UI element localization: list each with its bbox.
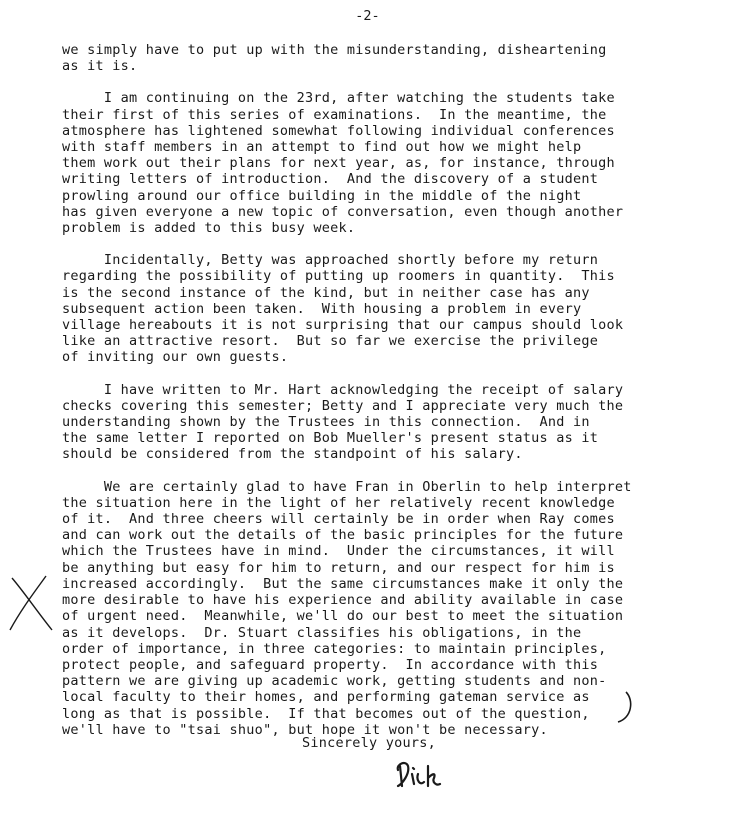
handwritten-signature [392, 756, 472, 796]
margin-x-mark [6, 572, 56, 634]
paragraph-roomers: Incidentally, Betty was approached shortly before my return regarding the possibility of putting up roomers in quantity. This is the second instance of the kind, but in neither case has any subsequent action been taken. With housing a problem in every village hereabouts it is not surprising that our campus should look like an attractive resort. But so far we exercise the privilege of inviting our own guests. [62, 252, 624, 366]
bracket-mark [612, 688, 642, 728]
page-number: -2- [355, 8, 380, 24]
letter-body [62, 42, 702, 738]
closing-salutation: Sincerely yours, [302, 735, 437, 751]
paragraph-situation: We are certainly glad to have Fran in Oberlin to help interpret the situation here in the light of her relatively recent knowledge of it. And three cheers will certainly be in order when Ray comes and can work out the details of the basic principles for the future which the Trustees have in mind. Under the circumstances, it will be anything but easy for him to return, and our respect for him is increased accordingly. But the same circumstances make it only the more desirable to have his experience and ability available in case of urgent need. Meanwhile, we'll do our best to meet the situation as it develops. Dr. Stuart classifies his obligations, in the order of importance, in three categories: to maintain principles, protect people, and safeguard property. In accordance with this pattern we are giving up academic work, getting students and non- local faculty to their homes, and performing gateman service as long as that is possible. If that becomes out of the question, we'll have to "tsai shuo", but hope it won't be necessary. [62, 478, 632, 738]
paragraph-salary: I have written to Mr. Hart acknowledging the receipt of salary checks covering this semester; Betty and I appreciate very much the understanding shown by the Trustees in this connection. And in the same letter I reported on Bob Mueller's present status as it should be considered from the standpoint of his salary. [62, 381, 624, 463]
paragraph-examinations: I am continuing on the 23rd, after watching the students take their first of this series of examinations. In the meantime, the atmosphere has lightened somewhat following individual conferences with staff members in an attempt to find out how we might help them work out their plans for next year, as, for instance, through writing letters of introduction. And the discovery of a student prowling around our office building in the middle of the night has given everyone a new topic of conversation, even though another problem is added to this busy week. [62, 90, 624, 237]
paragraph-opening: we simply have to put up with the misunderstanding, disheartening as it is. [62, 42, 607, 75]
